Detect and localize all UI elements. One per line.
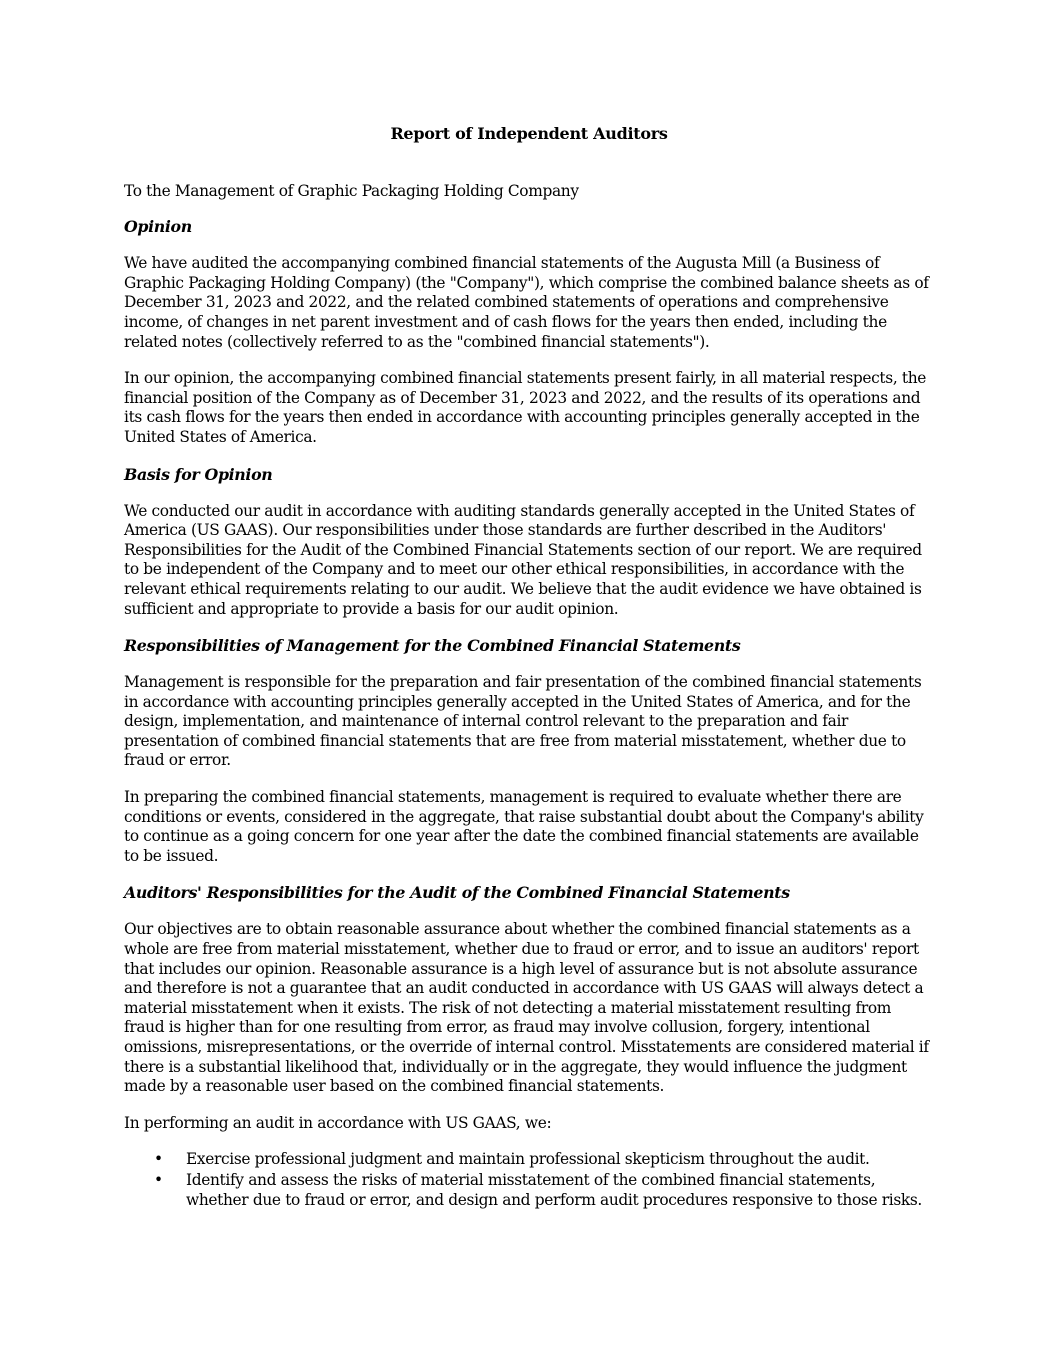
list-item bbox=[124, 1150, 934, 1170]
section-heading-auditors-responsibilities: Auditors' Responsibilities for the Audit of the Combined Financial Statements bbox=[124, 883, 790, 903]
paragraph-opinion-statement: In our opinion, the accompanying combined financial statements present fairly, in all material respects, the financial position of the Company as of December 31, 2023 and 2022, and the results of its operations and its cash flows for the years then ended in accordance with accounting principles generally accepted in the United States of America. bbox=[124, 369, 927, 446]
section-heading-opinion: Opinion bbox=[124, 217, 192, 237]
section-auditors-responsibilities bbox=[124, 883, 934, 1210]
paragraph-management-preparation: Management is responsible for the preparation and fair presentation of the combined financial statements in accordance with accounting principles generally accepted in the United States of America, and for the design, implementation, and maintenance of internal control relevant to the preparation and fair presentation of combined financial statements that are free from material misstatement, whether due to fraud or error. bbox=[124, 673, 922, 770]
section-heading-management-responsibilities: Responsibilities of Management for the Combined Financial Statements bbox=[124, 636, 741, 656]
bullet-icon: • bbox=[154, 1150, 163, 1169]
list-item bbox=[124, 1171, 934, 1210]
section-heading-basis-for-opinion: Basis for Opinion bbox=[124, 464, 273, 484]
paragraph-opinion-scope: We have audited the accompanying combined financial statements of the Augusta Mill (a Business of Graphic Packaging Holding Company) (the "Company"), which comprise the combined balance sheets as of December 31, 2023 and 2022, and the related combined statements of operations and comprehensive income, of changes in net parent investment and of cash flows for the years then ended, including the related notes (collectively referred to as the "combined financial statements"). bbox=[124, 254, 929, 351]
section-management-responsibilities bbox=[124, 636, 934, 866]
page-title: Report of Independent Auditors bbox=[390, 124, 668, 143]
section-opinion bbox=[124, 217, 934, 447]
paragraph-auditors-objectives: Our objectives are to obtain reasonable assurance about whether the combined financial statements as a whole are free from material misstatement, whether due to fraud or error, and to issue an auditors' report that includes our opinion. Reasonable assurance is a high level of assurance but is not absolute assurance and therefore is not a guarantee that an audit conducted in accordance with US GAAS will always detect a material misstatement when it exists. The risk of not detecting a material misstatement resulting from fraud is higher than for one resulting from error, as fraud may involve collusion, forgery, intentional omissions, misrepresentations, or the override of internal control. Misstatements are considered material if there is a substantial likelihood that, individually or in the aggregate, they would influence the judgment made by a reasonable user based on the combined financial statements. bbox=[124, 920, 929, 1096]
paragraph-auditors-procedures-intro: In performing an audit in accordance with US GAAS, we: bbox=[124, 1113, 552, 1132]
list-item-text: Exercise professional judgment and maintain professional skepticism throughout the audit. bbox=[186, 1150, 870, 1169]
report-page bbox=[124, 124, 934, 1211]
paragraph-management-going-concern: In preparing the combined financial statements, management is required to evaluate whether there are conditions or events, considered in the aggregate, that raise substantial doubt about the Company's ability to continue as a going concern for one year after the date the combined financial statements are available to be issued. bbox=[124, 788, 924, 865]
section-basis-for-opinion bbox=[124, 465, 934, 620]
paragraph-basis-for-opinion: We conducted our audit in accordance with auditing standards generally accepted in the United States of America (US GAAS). Our responsibilities under those standards are further described in the Auditors' Responsibilities for the Audit of the Combined Financial Statements section of our report. We are required to be independent of the Company and to meet our other ethical responsibilities, in accordance with the relevant ethical requirements relating to our audit. We believe that the audit evidence we have obtained is sufficient and appropriate to provide a basis for our audit opinion. bbox=[124, 501, 922, 618]
addressee-line: To the Management of Graphic Packaging Holding Company bbox=[124, 181, 579, 200]
bullet-icon: • bbox=[154, 1170, 163, 1189]
list-item-text: Identify and assess the risks of material misstatement of the combined financial statements, whether due to fraud or error, and design and perform audit procedures responsive to those risks. bbox=[186, 1170, 922, 1209]
procedures-list bbox=[124, 1150, 934, 1210]
